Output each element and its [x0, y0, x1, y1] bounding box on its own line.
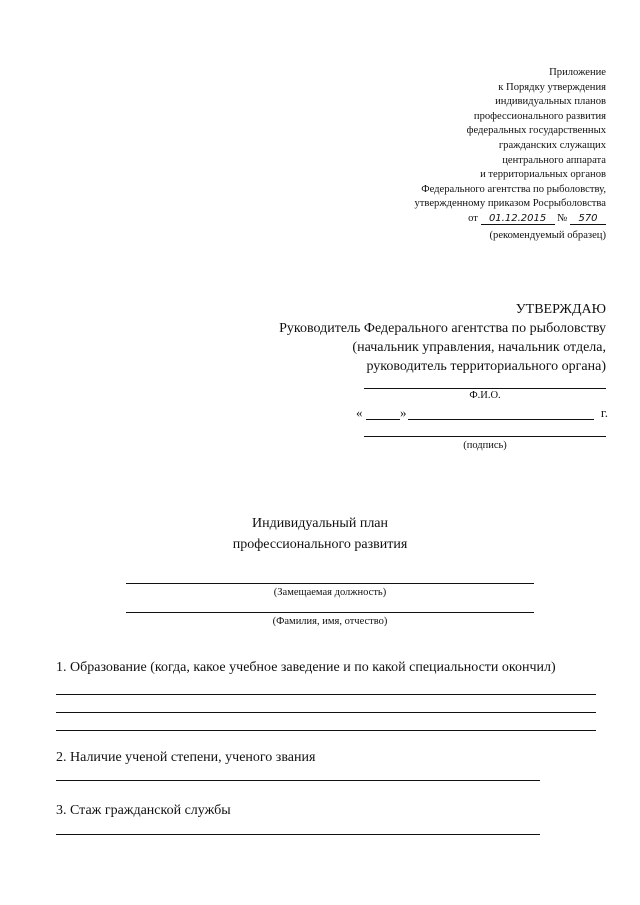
approval-date-row: [356, 405, 608, 421]
fio-caption: Ф.И.О.: [469, 390, 501, 401]
position-field-line[interactable]: [126, 583, 534, 584]
education-field-line-2[interactable]: [56, 712, 596, 713]
approval-line: руководитель территориального органа): [366, 359, 606, 374]
appendix-line: к Порядку утверждения: [498, 81, 606, 93]
appendix-line: гражданских служащих: [498, 139, 606, 151]
order-reference: [306, 212, 606, 227]
handwritten-number: 570: [570, 213, 606, 225]
quote-open: «: [356, 405, 363, 420]
approval-line: (начальник управления, начальник отдела,: [352, 340, 606, 355]
number-label: №: [557, 212, 568, 224]
service-length-field-line[interactable]: [56, 834, 540, 835]
approval-heading: УТВЕРЖДАЮ: [515, 302, 606, 317]
education-field-line-1[interactable]: [56, 694, 596, 695]
day-field-line[interactable]: [366, 419, 400, 420]
appendix-line: Федерального агентства по рыболовству,: [421, 183, 606, 195]
position-caption: (Замещаемая должность): [273, 587, 387, 598]
appendix-line: профессионального развития: [473, 110, 606, 122]
from-label: от: [468, 212, 478, 224]
title-line-1: Индивидуальный план: [251, 516, 389, 531]
title-line-2: профессионального развития: [232, 537, 408, 552]
signature-caption: (подпись): [463, 440, 507, 451]
appendix-line: федеральных государственных: [466, 125, 606, 137]
appendix-line: утвержденному приказом Росрыболовства: [414, 198, 606, 210]
name-caption: (Фамилия, имя, отчество): [272, 616, 388, 627]
academic-degree-field-line[interactable]: [56, 780, 540, 781]
year-suffix: г.: [600, 405, 608, 420]
fio-field-line[interactable]: [364, 388, 606, 389]
approval-line: Руководитель Федерального агентства по рыболовству: [279, 321, 606, 336]
month-year-field-line[interactable]: [408, 419, 594, 420]
education-field-line-3[interactable]: [56, 730, 596, 731]
signature-field-line[interactable]: [364, 436, 606, 437]
approval-block: [186, 300, 606, 376]
section-education: 1. Образование (когда, какое учебное заведение и по какой специальности окончил): [56, 660, 556, 675]
quote-close: »: [400, 405, 407, 420]
recommended-sample-note: (рекомендуемый образец): [489, 230, 606, 241]
section-service-length: 3. Стаж гражданской службы: [56, 803, 231, 818]
appendix-line: индивидуальных планов: [495, 96, 606, 108]
appendix-header: [306, 66, 606, 227]
appendix-line: Приложение: [549, 67, 606, 78]
handwritten-date: 01.12.2015: [481, 213, 555, 225]
appendix-line: и территориальных органов: [480, 169, 606, 181]
appendix-line: центрального аппарата: [502, 154, 606, 166]
document-title: [0, 513, 640, 555]
section-academic-degree: 2. Наличие ученой степени, ученого звания: [56, 750, 316, 765]
name-field-line[interactable]: [126, 612, 534, 613]
